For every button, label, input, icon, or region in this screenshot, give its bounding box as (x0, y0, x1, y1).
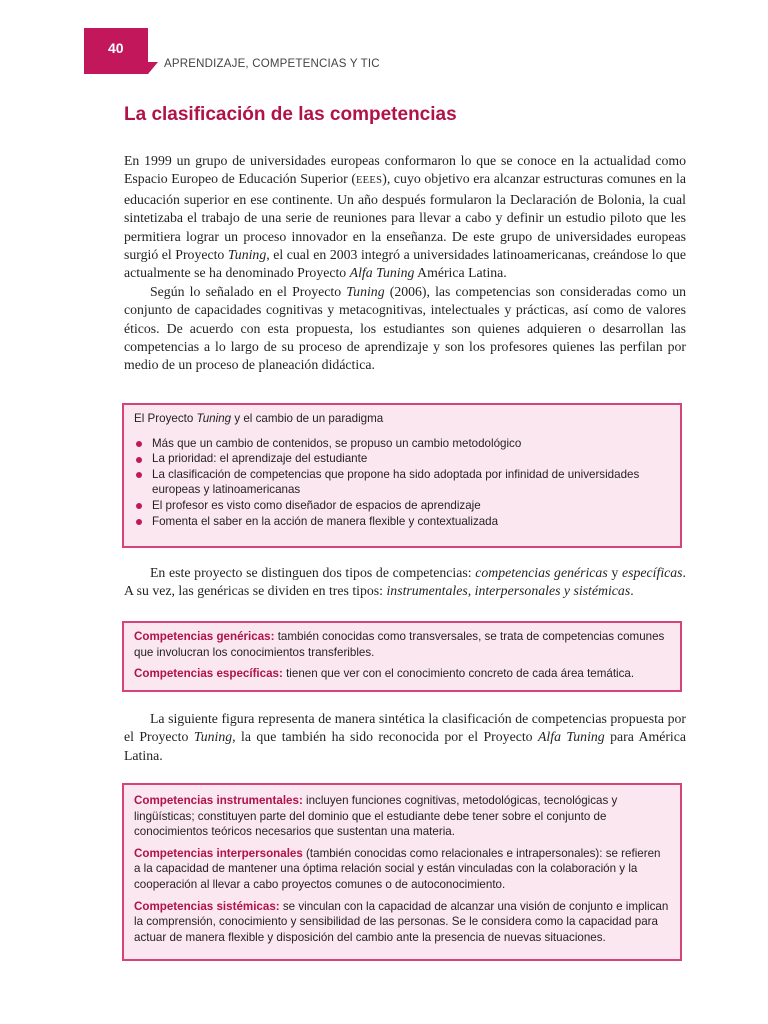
types-paragraph: En este proyecto se distinguen dos tipos de competencias: competencias genéricas y específicas. A su vez, las genéricas se dividen en tres tipos: instrumentales, interpersonales y sistémicas. (124, 565, 686, 599)
intro-text (124, 152, 686, 375)
tuning-paradigm-box (122, 403, 682, 548)
systemic-definition: Competencias sistémicas: se vinculan con la capacidad de alcanzar una visión de conjunto e implican la comprensión, conocimiento y sensibilidad de las personas. Se le considera como la capacidad para actuar de manera flexible y disposición del cambio ante la presencia de nuevas situaciones. (134, 899, 669, 944)
list-item: La clasificación de competencias que propone ha sido adoptada por infinidad de universidades europeas y latinoamericanas (134, 467, 670, 498)
intro-paragraph-1: En 1999 un grupo de universidades europeas conformaron lo que se conoce en la actualidad como Espacio Europeo de Educación Superior (EEES), cuyo objetivo era alcanzar estructuras comunes en la educación superior en ese continente. Un año después formularon la Declaración de Bolonia, la cual sintetizaba el trabajo de una serie de reuniones para llevar a cabo y definir un estudio piloto que les permitiera lograr un proceso innovador en la enseñanza. De este grupo de universidades europeas surgió el Proyecto Tuning, el cual en 2003 integró a universidades latinoamericanas, creándose lo que actualmente se ha denominado Proyecto Alfa Tuning América Latina. (124, 153, 687, 281)
interpersonal-definition: Competencias interpersonales (también conocidas como relacionales e intrapersonales): se refieren a la capacidad de mantener una óptima relación social y están vinculadas con la colaboración y la cooperación al llevar a cabo proyectos comunes o de autoconocimiento. (134, 846, 661, 891)
paradigm-list (134, 436, 670, 530)
box-title: El Proyecto Tuning y el cambio de un paradigma (134, 412, 384, 425)
list-item: Fomenta el saber en la acción de manera flexible y contextualizada (134, 514, 670, 530)
instrumental-definition: Competencias instrumentales: incluyen funciones cognitivas, metodológicas, tecnológicas y lingüísticas; constituyen parte del dominio que el estudiante debe tener sobre el conjunto de conocimientos teóricos necesarios que sustentan una materia. (134, 794, 618, 839)
specific-definition: Competencias específicas: tienen que ver con el conocimiento concreto de cada área temática. (134, 667, 635, 681)
page-number: 40 (108, 40, 124, 56)
running-head: APRENDIZAJE, COMPETENCIAS Y TIC (164, 58, 380, 70)
list-item: Más que un cambio de contenidos, se propuso un cambio metodológico (134, 436, 670, 452)
intro-paragraph-2: Según lo señalado en el Proyecto Tuning (2006), las competencias son consideradas como un conjunto de capacidades cognitivas y metacognitivas, intelectuales y prácticas, así como de valores éticos. De acuerdo con esta propuesta, los estudiantes son quienes adquieren o desarrollan las competencias a lo largo de su proceso de aprendizaje y son los profesores quienes las perfilan por medio de un proceso de planeación didáctica. (124, 283, 686, 373)
generic-specific-box (122, 621, 682, 692)
generic-definition: Competencias genéricas: también conocidas como transversales, se trata de competencias comunes que involucran los conocimientos transferibles. (134, 630, 665, 659)
list-item: El profesor es visto como diseñador de espacios de aprendizaje (134, 498, 670, 514)
generic-types-box (122, 783, 682, 961)
section-title: La clasificación de las competencias (124, 104, 457, 125)
acronym-eees: EEES (355, 175, 383, 187)
list-item: La prioridad: el aprendizaje del estudiante (134, 451, 670, 467)
figure-paragraph: La siguiente figura representa de manera sintética la clasificación de competencias propuesta por el Proyecto Tuning, la que también ha sido reconocida por el Proyecto Alfa Tuning para América Latina. (124, 711, 687, 763)
